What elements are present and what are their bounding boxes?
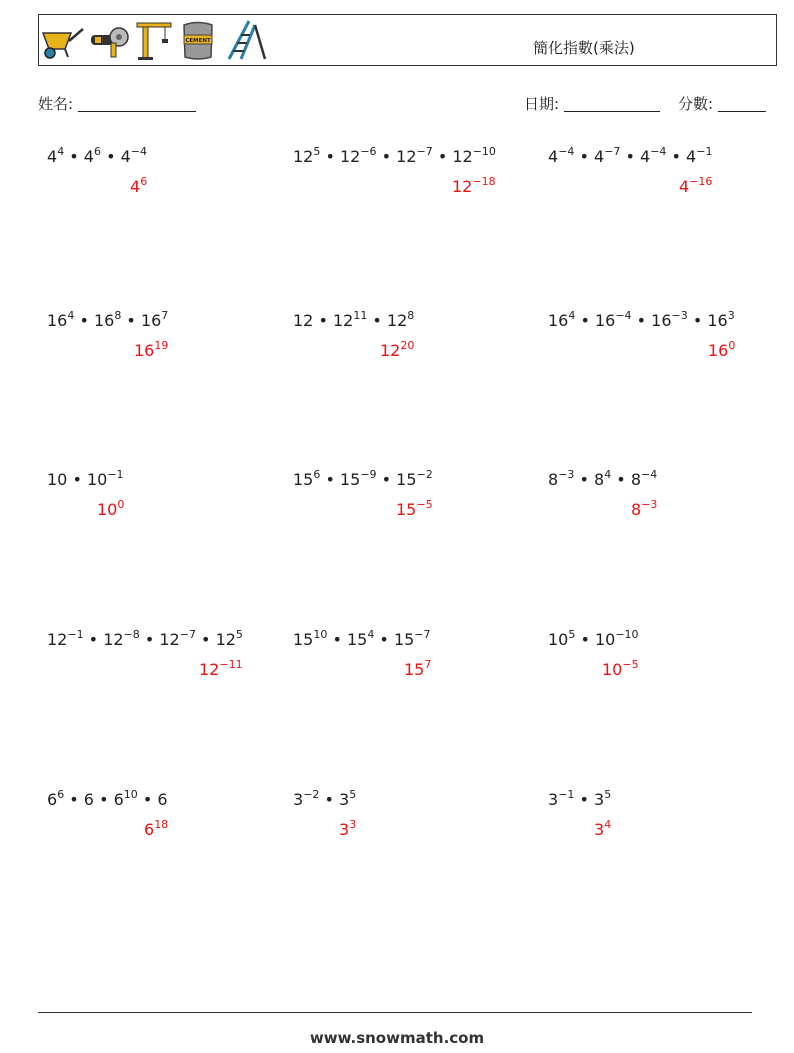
exponent: −1 — [558, 788, 575, 801]
exponent: 7 — [424, 658, 432, 671]
exponent: −2 — [416, 468, 433, 481]
multiply-dot: • — [376, 470, 397, 489]
multiply-dot: • — [93, 790, 114, 809]
power-term — [631, 500, 657, 519]
multiply-dot: • — [666, 147, 687, 166]
power-term — [631, 470, 657, 489]
exponent: 11 — [353, 309, 368, 322]
power-term — [396, 470, 433, 489]
power-term — [396, 147, 433, 166]
power-term — [404, 660, 431, 679]
exercise-answer — [594, 820, 611, 840]
power-term — [47, 311, 74, 330]
base: 15 — [293, 470, 314, 489]
exercise-problem — [548, 630, 639, 650]
multiply-dot: • — [319, 790, 340, 809]
base: 12 — [452, 177, 473, 196]
exponent: 4 — [367, 628, 375, 641]
exponent: 4 — [57, 145, 65, 158]
exponent: 0 — [728, 339, 736, 352]
exponent: −6 — [360, 145, 377, 158]
exponent: −2 — [303, 788, 320, 801]
base: 3 — [339, 790, 350, 809]
multiply-dot: • — [574, 147, 595, 166]
exponent: −8 — [123, 628, 140, 641]
exponent: 5 — [349, 788, 357, 801]
exercise-problem — [548, 311, 735, 331]
power-term — [114, 790, 138, 809]
exercise-answer — [631, 500, 657, 520]
power-term — [94, 311, 121, 330]
base: 6 — [157, 790, 168, 809]
exponent: −3 — [671, 309, 688, 322]
power-term — [686, 147, 712, 166]
base: 10 — [97, 500, 118, 519]
multiply-dot: • — [367, 311, 387, 330]
cement-bag-icon — [181, 19, 215, 61]
power-term — [548, 147, 574, 166]
exponent: −1 — [696, 145, 713, 158]
power-term — [651, 311, 688, 330]
base: 12 — [396, 147, 417, 166]
exercise-problem — [293, 311, 414, 331]
exponent: 4 — [604, 818, 612, 831]
exercise-problem — [548, 147, 712, 167]
power-term — [394, 630, 431, 649]
base: 4 — [130, 177, 141, 196]
exponent: 0 — [117, 498, 125, 511]
power-term — [47, 790, 64, 809]
base: 15 — [339, 470, 361, 489]
name-line[interactable] — [78, 97, 196, 112]
power-term — [293, 790, 319, 809]
multiply-dot: • — [313, 311, 333, 330]
name-field[interactable] — [38, 93, 196, 114]
multiply-dot: • — [64, 790, 84, 809]
base: 12 — [103, 630, 124, 649]
exponent: 5 — [313, 145, 321, 158]
multiply-dot: • — [67, 470, 87, 489]
angle-grinder-icon — [89, 19, 131, 61]
multiply-dot: • — [139, 630, 160, 649]
base: 4 — [83, 147, 94, 166]
base: 15 — [404, 660, 425, 679]
power-term — [707, 311, 734, 330]
base: 4 — [548, 147, 559, 166]
power-term — [47, 470, 67, 489]
multiply-dot: • — [64, 147, 84, 166]
power-term — [293, 147, 320, 166]
power-term — [548, 470, 574, 489]
exponent: 6 — [140, 175, 148, 188]
name-label: 姓名: — [38, 95, 74, 113]
exercise-problem — [47, 147, 147, 167]
base: 3 — [594, 790, 605, 809]
exponent: 4 — [604, 468, 612, 481]
base: 16 — [548, 311, 569, 330]
base: 16 — [47, 311, 68, 330]
exercise-answer — [404, 660, 431, 680]
exponent: 6 — [93, 145, 101, 158]
base: 4 — [640, 147, 651, 166]
exponent: 3 — [727, 309, 735, 322]
exercise-problem — [47, 790, 168, 810]
exponent: 18 — [154, 818, 169, 831]
base: 16 — [707, 311, 728, 330]
power-term — [199, 660, 243, 679]
base: 12 — [47, 630, 68, 649]
date-label: 日期: — [524, 95, 560, 113]
exercise-answer — [708, 341, 735, 361]
exponent: −4 — [650, 145, 667, 158]
base: 10 — [602, 660, 623, 679]
base: 16 — [134, 341, 155, 360]
multiply-dot: • — [374, 630, 394, 649]
power-term — [340, 470, 377, 489]
score-label: 分數: — [678, 95, 714, 113]
base: 3 — [548, 790, 559, 809]
multiply-dot: • — [83, 630, 104, 649]
power-term — [340, 147, 377, 166]
power-term — [548, 311, 575, 330]
power-term — [339, 790, 356, 809]
exponent: 4 — [568, 309, 576, 322]
base: 12 — [380, 341, 401, 360]
multiply-dot: • — [574, 790, 595, 809]
exponent: −3 — [558, 468, 575, 481]
base: 12 — [339, 147, 361, 166]
power-term — [595, 630, 639, 649]
base: 10 — [594, 630, 616, 649]
base: 8 — [630, 470, 641, 489]
power-term — [594, 147, 620, 166]
exponent: −10 — [472, 145, 496, 158]
exercise-answer — [130, 177, 147, 197]
exponent: 8 — [407, 309, 415, 322]
base: 6 — [47, 790, 58, 809]
base: 3 — [594, 820, 605, 839]
power-term — [293, 311, 313, 330]
power-term — [121, 147, 147, 166]
base: 3 — [339, 820, 350, 839]
exponent: −5 — [622, 658, 639, 671]
exercise-answer — [97, 500, 124, 520]
exercise-problem — [293, 630, 431, 650]
base: 8 — [631, 500, 642, 519]
exponent: 10 — [123, 788, 138, 801]
base: 15 — [396, 500, 417, 519]
base: 16 — [708, 341, 729, 360]
base: 12 — [159, 630, 180, 649]
date-field[interactable] — [524, 93, 660, 114]
base: 12 — [215, 630, 236, 649]
power-term — [47, 147, 64, 166]
power-term — [293, 470, 320, 489]
exponent: 3 — [349, 818, 357, 831]
exercise-problem — [548, 470, 657, 490]
base: 10 — [548, 630, 569, 649]
base: 12 — [199, 660, 220, 679]
power-term — [595, 311, 632, 330]
exponent: −7 — [414, 628, 431, 641]
tower-crane-icon — [135, 19, 173, 61]
multiply-dot: • — [611, 470, 631, 489]
base: 4 — [679, 177, 690, 196]
exponent: 19 — [154, 339, 169, 352]
footer-url: www.snowmath.com — [309, 1029, 485, 1047]
base: 16 — [140, 311, 162, 330]
exercise-answer — [134, 341, 168, 361]
multiply-dot: • — [195, 630, 216, 649]
power-term — [333, 311, 367, 330]
multiply-dot: • — [320, 147, 340, 166]
base: 15 — [393, 630, 415, 649]
base: 16 — [651, 311, 672, 330]
worksheet-header — [38, 14, 777, 66]
exponent: 7 — [161, 309, 169, 322]
multiply-dot: • — [432, 147, 453, 166]
exponent: 5 — [235, 628, 243, 641]
power-term — [594, 820, 611, 839]
power-term — [548, 790, 574, 809]
power-term — [103, 630, 140, 649]
exponent: −7 — [604, 145, 621, 158]
power-term — [387, 311, 414, 330]
power-term — [84, 790, 94, 809]
exercise-answer — [339, 820, 356, 840]
exponent: 20 — [400, 339, 415, 352]
power-term — [87, 470, 124, 489]
date-line[interactable] — [564, 97, 660, 112]
base: 6 — [113, 790, 124, 809]
base: 12 — [386, 311, 408, 330]
multiply-dot: • — [631, 311, 652, 330]
power-term — [548, 630, 575, 649]
ladder-icon — [225, 19, 267, 61]
exercise-problem — [293, 147, 496, 167]
exercise-problem — [47, 630, 243, 650]
power-term — [708, 341, 735, 360]
power-term — [130, 177, 147, 196]
base: 15 — [293, 630, 314, 649]
exercise-problem — [293, 470, 433, 490]
base: 4 — [120, 147, 131, 166]
power-term — [640, 147, 666, 166]
multiply-dot: • — [327, 630, 347, 649]
power-term — [452, 177, 496, 196]
exercise-problem — [293, 790, 356, 810]
multiply-dot: • — [574, 470, 595, 489]
base: 4 — [47, 147, 58, 166]
base: 4 — [594, 147, 605, 166]
power-term — [594, 470, 611, 489]
exponent: −16 — [689, 175, 713, 188]
exponent: −10 — [615, 628, 639, 641]
base: 12 — [293, 311, 314, 330]
base: 16 — [594, 311, 616, 330]
multiply-dot: • — [121, 311, 141, 330]
multiply-dot: • — [687, 311, 708, 330]
base: 8 — [594, 470, 605, 489]
exponent: −4 — [641, 468, 658, 481]
power-term — [141, 311, 168, 330]
power-term — [339, 820, 356, 839]
exponent: −9 — [360, 468, 377, 481]
multiply-dot: • — [575, 311, 595, 330]
score-field[interactable] — [678, 93, 766, 114]
exponent: −3 — [641, 498, 658, 511]
base: 3 — [293, 790, 304, 809]
power-term — [452, 147, 496, 166]
exponent: 5 — [568, 628, 576, 641]
base: 6 — [144, 820, 155, 839]
base: 12 — [452, 147, 473, 166]
power-term — [144, 820, 168, 839]
power-term — [84, 147, 101, 166]
power-term — [380, 341, 414, 360]
footer-divider — [38, 1012, 752, 1013]
base: 16 — [93, 311, 115, 330]
exponent: −1 — [107, 468, 124, 481]
exponent: 6 — [57, 788, 65, 801]
exponent: −5 — [416, 498, 433, 511]
exponent: 5 — [604, 788, 612, 801]
exercise-answer — [396, 500, 433, 520]
power-term — [134, 341, 168, 360]
power-term — [293, 630, 327, 649]
base: 12 — [332, 311, 354, 330]
exercise-answer — [144, 820, 168, 840]
power-term — [216, 630, 243, 649]
exercise-answer — [679, 177, 712, 197]
worksheet-title: 簡化指數(乘法) — [533, 39, 635, 57]
multiply-dot: • — [100, 147, 121, 166]
base: 15 — [396, 470, 417, 489]
exponent: −4 — [130, 145, 147, 158]
multiply-dot: • — [620, 147, 641, 166]
base: 15 — [346, 630, 368, 649]
power-term — [47, 630, 84, 649]
power-term — [679, 177, 712, 196]
exercise-problem — [47, 470, 124, 490]
exponent: −18 — [472, 175, 496, 188]
wheelbarrow-icon — [41, 19, 85, 61]
base: 12 — [293, 147, 314, 166]
exponent: 4 — [67, 309, 75, 322]
base: 4 — [686, 147, 697, 166]
power-term — [396, 500, 433, 519]
power-term — [159, 630, 196, 649]
exercise-problem — [47, 311, 168, 331]
exponent: 6 — [313, 468, 321, 481]
base: 10 — [47, 470, 68, 489]
exercise-answer — [380, 341, 414, 361]
multiply-dot: • — [320, 470, 340, 489]
exponent: −4 — [558, 145, 575, 158]
exponent: 8 — [114, 309, 122, 322]
exponent: −11 — [219, 658, 243, 671]
base: 8 — [548, 470, 559, 489]
multiply-dot: • — [137, 790, 158, 809]
exponent: −4 — [615, 309, 632, 322]
exponent: 10 — [313, 628, 328, 641]
base: 10 — [86, 470, 108, 489]
score-line[interactable] — [718, 97, 766, 112]
exercise-answer — [452, 177, 496, 197]
base: 6 — [83, 790, 94, 809]
multiply-dot: • — [575, 630, 595, 649]
cement-label: CEMENT — [185, 38, 211, 44]
multiply-dot: • — [74, 311, 94, 330]
exponent: −1 — [67, 628, 84, 641]
power-term — [602, 660, 639, 679]
power-term — [157, 790, 167, 809]
exponent: −7 — [416, 145, 433, 158]
exercise-answer — [602, 660, 639, 680]
power-term — [97, 500, 124, 519]
exercise-answer — [199, 660, 243, 680]
power-term — [594, 790, 611, 809]
exponent: −7 — [179, 628, 196, 641]
power-term — [347, 630, 374, 649]
multiply-dot: • — [376, 147, 397, 166]
exercise-problem — [548, 790, 611, 810]
